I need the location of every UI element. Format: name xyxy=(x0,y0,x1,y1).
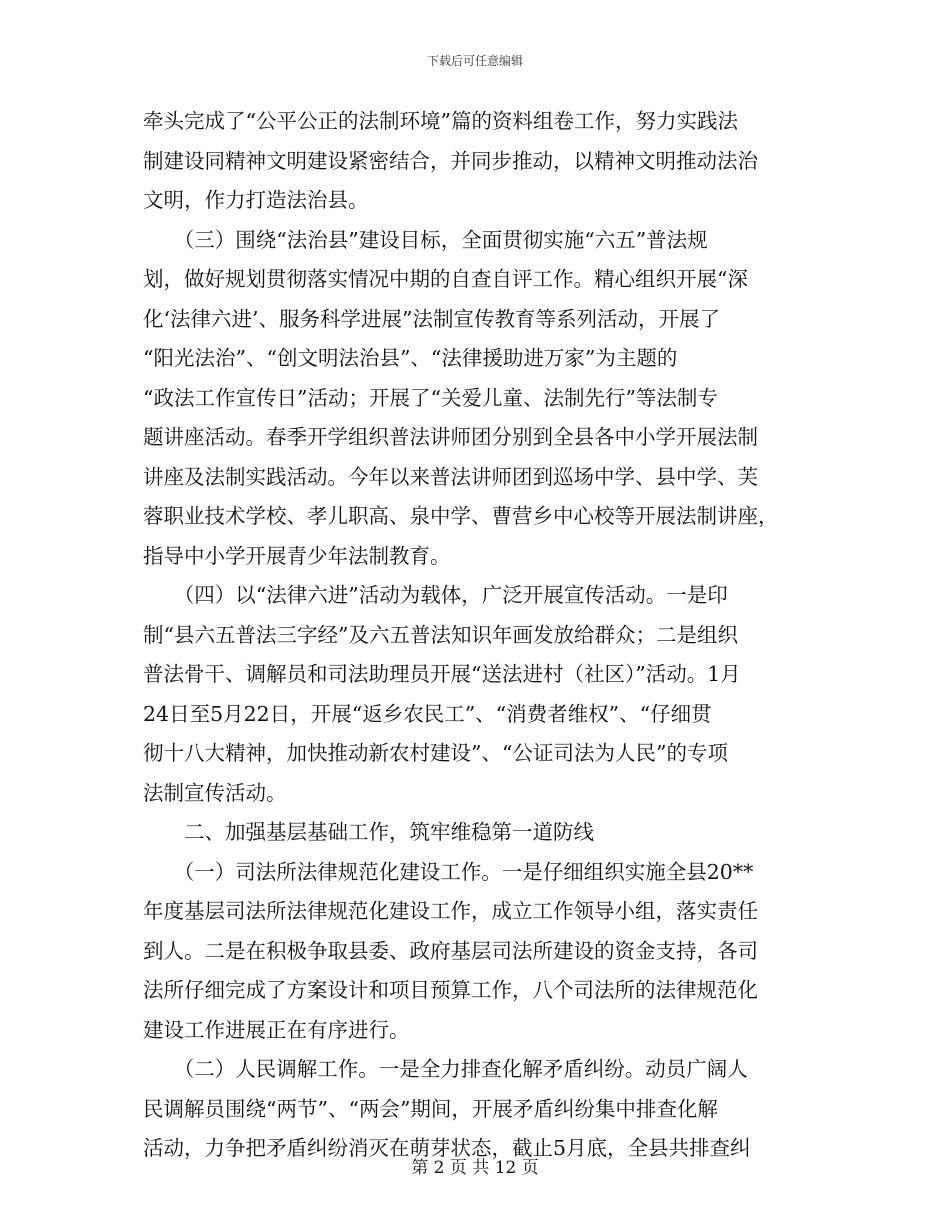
text-line: 题讲座活动。春季开学组织普法讲师团分别到全县各中小学开展法制 xyxy=(143,425,758,449)
text-line: “阳光法治”、“创文明法治县”、“法律援助进万家”为主题的 xyxy=(143,346,678,370)
text-line: 文明，作力打造法治县。 xyxy=(143,188,369,212)
text-line: 化‘法律六进’、服务科学进展”法制宣传教育等系列活动，开展了 xyxy=(143,306,721,331)
text-line: 年度基层司法所法律规范化建设工作，成立工作领导小组，落实责任 xyxy=(143,899,758,923)
page-number: 第 2 页 共 12 页 xyxy=(411,1158,539,1178)
text-line: 制建设同精神文明建设紧密结合，并同步推动，以精神文明推动法治 xyxy=(143,148,758,173)
text-line: 制“县六五普法三字经”及六五普法知识年画发放给群众；二是组织 xyxy=(143,622,738,647)
text-line: （二）人民调解工作。一是全力排查化解矛盾纠纷。动员广阔人 xyxy=(143,1057,748,1081)
document-body xyxy=(143,102,808,1169)
text-line: 蓉职业技术学校、孝儿职高、泉中学、曹营乡中心校等开展法制讲座， xyxy=(143,504,779,528)
text-line: 指导中小学开展青少年法制教育。 xyxy=(143,543,451,568)
section-heading: 二、加强基层基础工作，筑牢维稳第一道防线 xyxy=(143,820,594,844)
text-line: 民调解员围绕“两节”、“两会”期间，开展矛盾纠纷集中排查化解 xyxy=(143,1096,718,1121)
text-line: 划，做好规划贯彻落实情况中期的自查自评工作。精心组织开展“深 xyxy=(143,267,748,291)
text-line: （三）围绕“法治县”建设目标，全面贯彻实施“六五”普法规 xyxy=(143,227,708,252)
text-line: （一）司法所法律规范化建设工作。一是仔细组织实施全县20** xyxy=(143,859,754,884)
text-line: 活动，力争把矛盾纠纷消灭在萌芽状态，截止5月底，全县共排查纠 xyxy=(143,1136,751,1160)
text-line: 法所仔细完成了方案设计和项目预算工作，八个司法所的法律规范化 xyxy=(143,978,758,1002)
text-line: 普法骨干、调解员和司法助理员开展“送法进村（社区）”活动。1月 xyxy=(143,662,741,686)
text-line: 彻十八大精神，加快推动新农村建设”、“公证司法为人民”的专项 xyxy=(143,741,728,765)
text-line: 讲座及法制实践活动。今年以来普法讲师团到巡场中学、县中学、芙 xyxy=(143,464,758,489)
text-line: 24日至5月22日，开展“返乡农民工”、“消费者维权”、“仔细贯 xyxy=(143,701,712,726)
text-line: “政法工作宣传日”活动；开展了“关爱儿童、法制先行”等法制专 xyxy=(143,385,718,410)
text-line: （四）以“法律六进”活动为载体，广泛开展宣传活动。一是印 xyxy=(143,583,728,607)
text-line: 到人。二是在积极争取县委、政府基层司法所建设的资金支持，各司 xyxy=(143,938,758,963)
page-header-note: 下载后可任意编辑 xyxy=(426,54,523,68)
text-line: 牵头完成了“公平公正的法制环境”篇的资料组卷工作，努力实践法 xyxy=(143,109,738,133)
text-line: 建设工作进展正在有序进行。 xyxy=(143,1017,410,1042)
text-line: 法制宣传活动。 xyxy=(143,780,287,805)
